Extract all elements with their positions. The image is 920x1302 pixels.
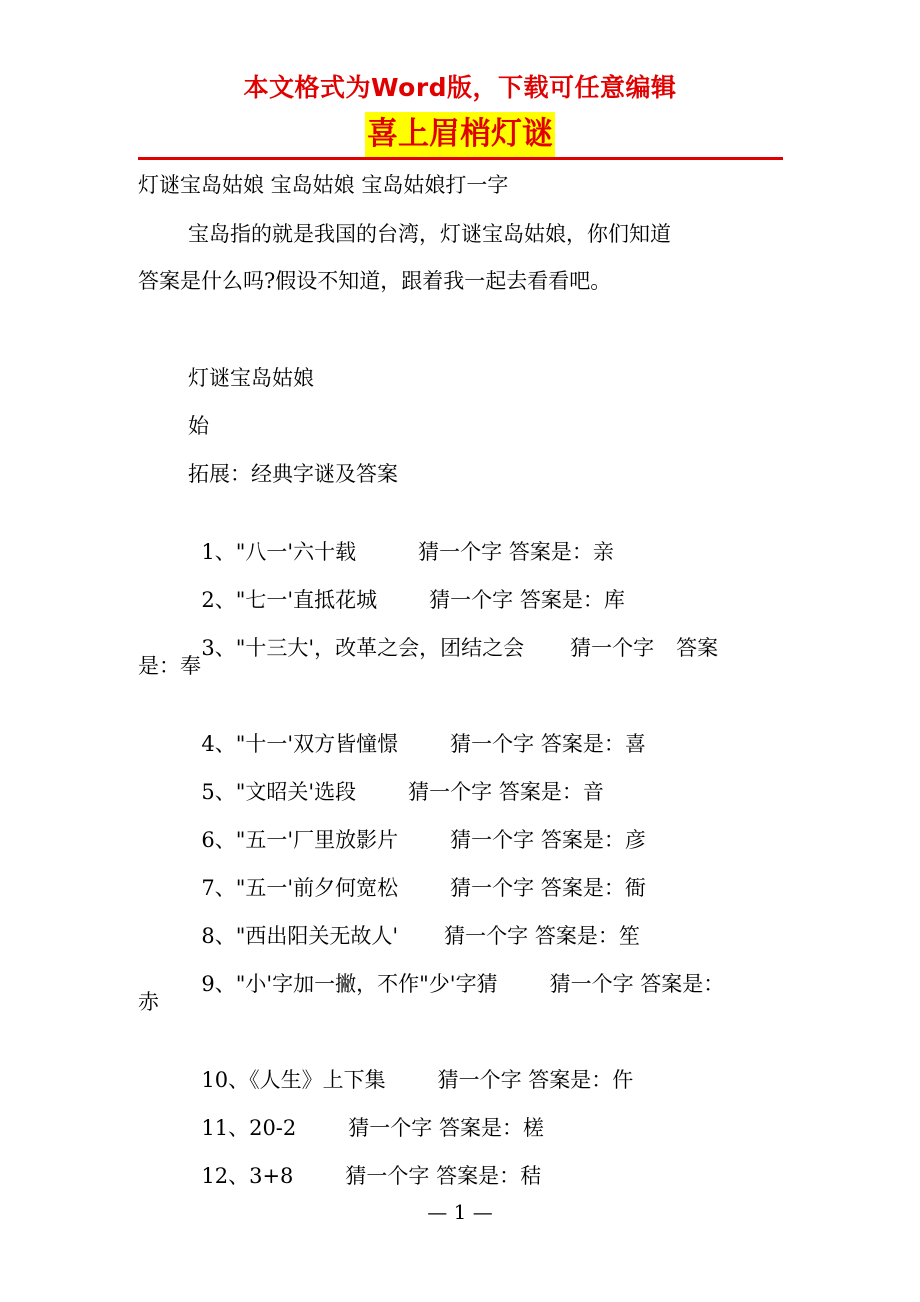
item-question: 7、"五一'前夕何宽松 xyxy=(201,876,399,900)
item-guess: 猜一个字 xyxy=(444,924,529,948)
item-guess: 猜一个字 xyxy=(549,972,634,996)
item-question: 9、"小'字加一撇，不作"少'字猜 xyxy=(201,972,498,996)
item-question: 5、"文昭关'选段 xyxy=(201,780,357,804)
page-title: 喜上眉梢灯谜 xyxy=(365,112,555,158)
riddle-answer: 始 xyxy=(188,414,209,438)
item-answer: 答案是：喜 xyxy=(540,732,646,756)
intro-line-1: 宝岛指的就是我国的台湾，灯谜宝岛姑娘，你们知道 xyxy=(188,222,671,246)
item-guess: 猜一个字 xyxy=(348,1116,433,1140)
extension-heading: 拓展：经典字谜及答案 xyxy=(188,462,398,486)
item-answer: 答案 xyxy=(676,636,719,660)
item-guess: 猜一个字 xyxy=(418,540,503,564)
item-answer: 答案是：衙 xyxy=(540,876,646,900)
item-question: 12、3+8 xyxy=(201,1164,294,1188)
item-question: 11、20-2 xyxy=(201,1116,297,1140)
riddle-item xyxy=(188,939,724,999)
item-answer-continued: 是：奉 xyxy=(138,654,201,678)
page-number: — 1 — xyxy=(427,1200,493,1224)
format-banner: 本文格式为Word版，下载可任意编辑 xyxy=(243,73,677,102)
item-answer: 答案是： xyxy=(640,972,725,996)
item-answer: 答案是：音 xyxy=(498,780,604,804)
item-answer: 答案是：秸 xyxy=(436,1164,542,1188)
item-guess: 猜一个字 xyxy=(570,636,655,660)
riddle-item xyxy=(188,1131,541,1191)
item-guess: 猜一个字 xyxy=(429,588,514,612)
riddle-item xyxy=(188,603,718,663)
item-question: 6、"五一'厂里放影片 xyxy=(201,828,399,852)
item-guess: 猜一个字 xyxy=(437,1068,522,1092)
item-guess: 猜一个字 xyxy=(345,1164,430,1188)
item-answer: 答案是：彦 xyxy=(540,828,646,852)
item-answer: 答案是：槎 xyxy=(438,1116,544,1140)
item-answer: 答案是：亲 xyxy=(508,540,614,564)
item-question: 3、"十三大'，改革之会，团结之会 xyxy=(201,636,525,660)
item-guess: 猜一个字 xyxy=(450,828,535,852)
title-rule xyxy=(138,157,783,160)
item-question: 8、"西出阳关无故人' xyxy=(201,924,399,948)
subtitle: 灯谜宝岛姑娘 宝岛姑娘 宝岛姑娘打一字 xyxy=(138,173,509,197)
item-question: 2、"七一'直抵花城 xyxy=(201,588,378,612)
item-question: 4、"十一'双方皆憧憬 xyxy=(201,732,399,756)
item-answer: 答案是：仵 xyxy=(528,1068,634,1092)
intro-line-2: 答案是什么吗?假设不知道，跟着我一起去看看吧。 xyxy=(138,269,612,293)
item-guess: 猜一个字 xyxy=(408,780,493,804)
item-question: 10、《人生》上下集 xyxy=(201,1068,386,1092)
item-answer: 答案是：库 xyxy=(519,588,625,612)
riddle-text: 灯谜宝岛姑娘 xyxy=(188,366,314,390)
item-guess: 猜一个字 xyxy=(450,876,535,900)
item-answer: 答案是：笙 xyxy=(534,924,640,948)
item-question: 1、"八一'六十载 xyxy=(201,540,357,564)
item-answer-continued: 赤 xyxy=(138,990,159,1014)
title-wrap xyxy=(0,112,920,158)
item-guess: 猜一个字 xyxy=(450,732,535,756)
